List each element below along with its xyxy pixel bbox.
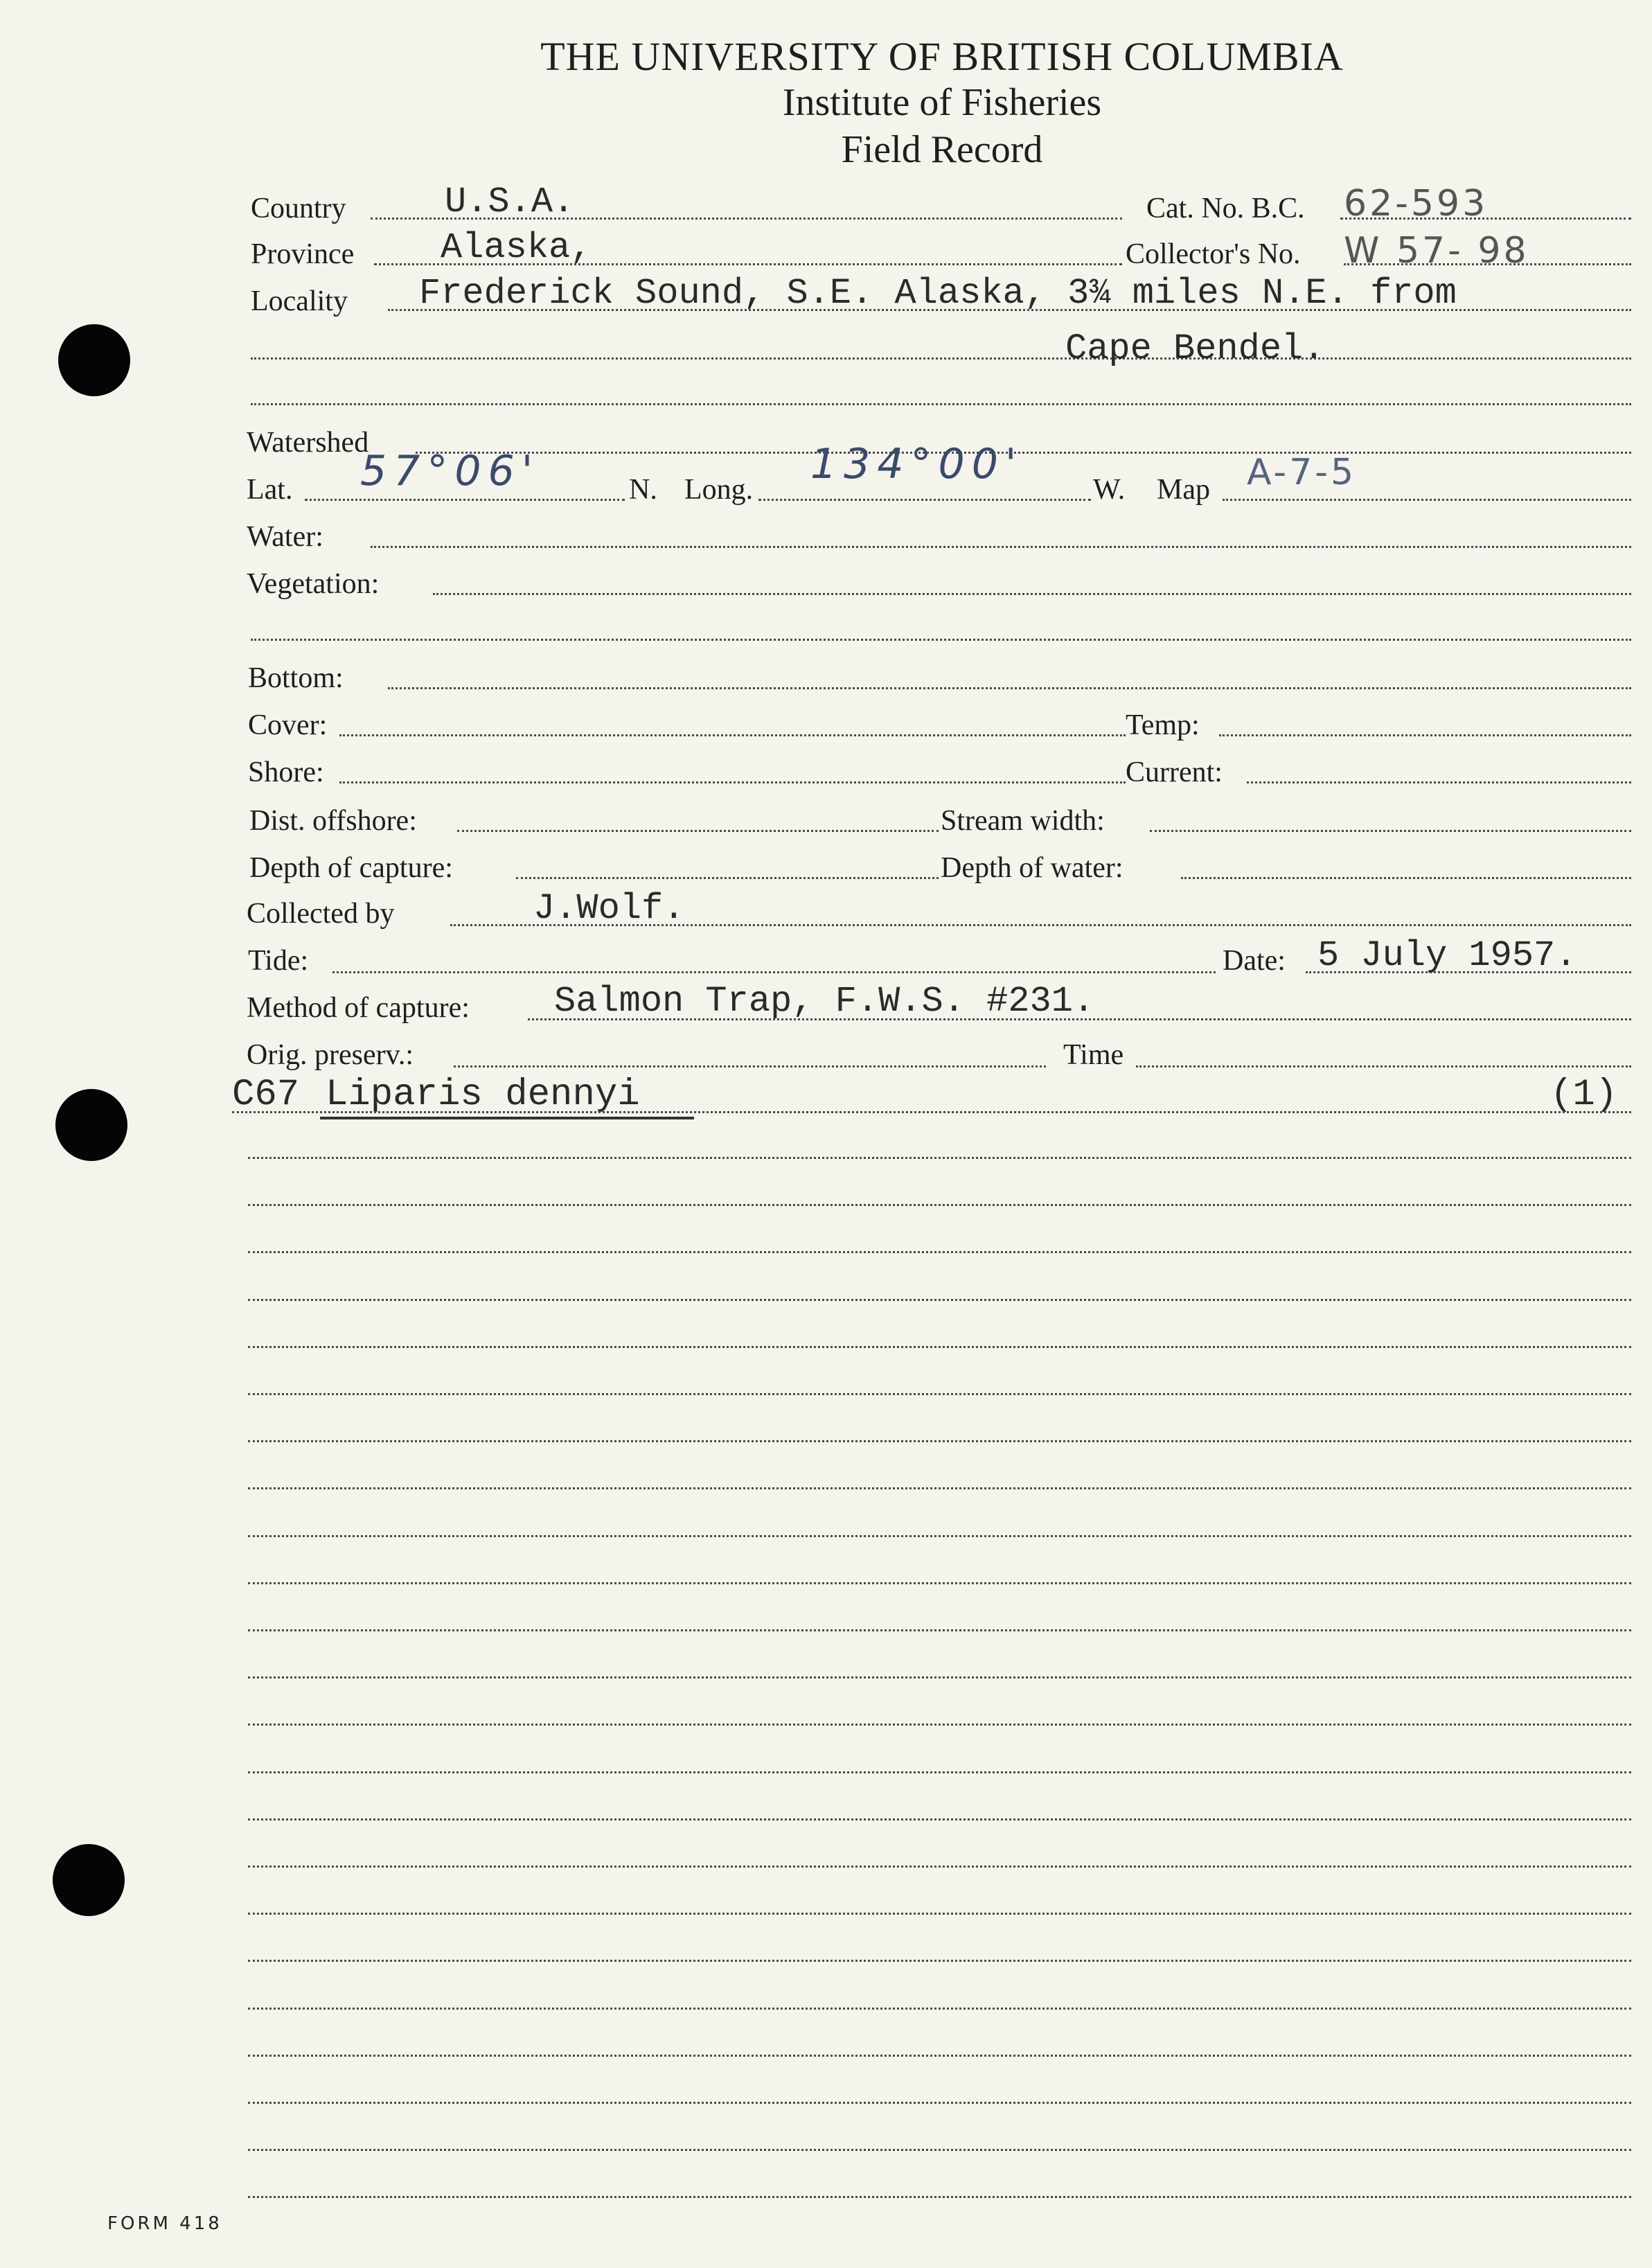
species-underline [320, 1117, 694, 1119]
country-label: Country [251, 193, 346, 224]
shore-label: Shore: [248, 756, 324, 788]
collectors-no-value: W 57- 98 [1344, 230, 1529, 272]
water-line [371, 546, 1631, 548]
ruled-line [248, 1629, 1631, 1631]
stream-width-line [1150, 830, 1631, 832]
lat-value: 57°06' [360, 447, 540, 495]
ruled-line [248, 1771, 1631, 1773]
stream-width-label: Stream width: [941, 805, 1105, 837]
ruled-line [248, 1535, 1631, 1537]
shore-line [339, 781, 1126, 783]
depth-water-label: Depth of water: [941, 852, 1123, 884]
map-value: A-7-5 [1247, 452, 1357, 493]
locality-label: Locality [251, 285, 348, 317]
locality-value-line-1: Frederick Sound, S.E. Alaska, 3¾ miles N.E. from [419, 273, 1457, 314]
long-line [758, 499, 1091, 501]
specimen-line [232, 1111, 1631, 1113]
long-label: Long. [684, 474, 754, 506]
ruled-line [248, 1676, 1631, 1678]
specimen-count: (1) [1550, 1074, 1618, 1116]
form-number: FORM 418 [107, 2213, 222, 2234]
orig-preserv-label: Orig. preserv.: [247, 1039, 414, 1071]
time-line [1136, 1065, 1631, 1067]
cover-line [339, 734, 1126, 736]
date-value: 5 July 1957. [1317, 935, 1577, 976]
map-label: Map [1157, 474, 1210, 506]
watershed-label: Watershed [247, 427, 369, 459]
ruled-line [248, 1251, 1631, 1253]
ruled-line [248, 1913, 1631, 1915]
locality-line-3 [251, 403, 1631, 405]
collectors-no-label: Collector's No. [1126, 238, 1301, 270]
ruled-line [248, 2008, 1631, 2010]
binder-hole-middle [55, 1089, 127, 1161]
watershed-line [416, 452, 1631, 454]
country-value: U.S.A. [445, 181, 575, 222]
lat-suffix: N. [629, 474, 657, 506]
record-title: Field Record [841, 128, 1043, 171]
ruled-line [248, 1487, 1631, 1489]
locality-value-line-2: Cape Bendel. [1065, 328, 1325, 369]
long-suffix: W. [1093, 474, 1126, 506]
ruled-line [248, 1440, 1631, 1442]
dist-offshore-label: Dist. offshore: [249, 805, 417, 837]
collected-by-label: Collected by [247, 898, 395, 930]
province-value: Alaska, [441, 227, 592, 268]
long-value: 134°00' [810, 440, 1024, 488]
dist-offshore-line [457, 830, 939, 832]
locality-line-2 [251, 357, 1631, 360]
ruled-line [248, 1960, 1631, 1962]
ruled-line [248, 2149, 1631, 2151]
depth-capture-line [516, 877, 939, 879]
specimen-code: C67 [232, 1074, 300, 1116]
depth-water-line [1181, 877, 1631, 879]
province-label: Province [251, 238, 355, 270]
ruled-line [248, 2102, 1631, 2104]
binder-hole-bottom [53, 1844, 125, 1916]
specimen-species: Liparis dennyi [326, 1074, 640, 1116]
ruled-line [248, 2196, 1631, 2198]
temp-label: Temp: [1126, 709, 1200, 741]
ruled-line [248, 1393, 1631, 1395]
ruled-line [248, 1582, 1631, 1584]
cover-label: Cover: [248, 709, 328, 741]
cat-no-label: Cat. No. B.C. [1146, 193, 1305, 224]
ruled-line [248, 1157, 1631, 1159]
water-label: Water: [247, 521, 323, 553]
ruled-line [248, 1866, 1631, 1868]
ruled-line [248, 2055, 1631, 2057]
lat-line [305, 499, 625, 501]
vegetation-label: Vegetation: [247, 568, 380, 600]
ruled-line [248, 1346, 1631, 1348]
depth-capture-label: Depth of capture: [249, 852, 453, 884]
current-line [1247, 781, 1631, 783]
map-line [1223, 499, 1631, 501]
ruled-line [248, 1818, 1631, 1820]
tide-line [332, 971, 1216, 973]
lat-label: Lat. [247, 474, 293, 506]
time-label: Time [1063, 1039, 1124, 1071]
university-title: THE UNIVERSITY OF BRITISH COLUMBIA [540, 34, 1344, 79]
cat-no-value: 62-593 [1344, 183, 1489, 224]
binder-hole-top [58, 324, 130, 396]
method-label: Method of capture: [247, 992, 470, 1024]
bottom-line [388, 687, 1631, 689]
institute-title: Institute of Fisheries [782, 81, 1102, 124]
ruled-line [248, 1299, 1631, 1301]
vegetation-line [433, 593, 1631, 595]
vegetation-line-2 [251, 639, 1631, 641]
ruled-line [248, 1204, 1631, 1206]
current-label: Current: [1126, 756, 1223, 788]
orig-preserv-line [454, 1065, 1046, 1067]
temp-line [1219, 734, 1631, 736]
collected-by-value: J.Wolf. [533, 888, 685, 929]
method-value: Salmon Trap, F.W.S. #231. [554, 981, 1095, 1022]
date-label: Date: [1223, 945, 1286, 977]
bottom-label: Bottom: [248, 662, 344, 694]
ruled-line [248, 1724, 1631, 1726]
tide-label: Tide: [248, 945, 309, 977]
